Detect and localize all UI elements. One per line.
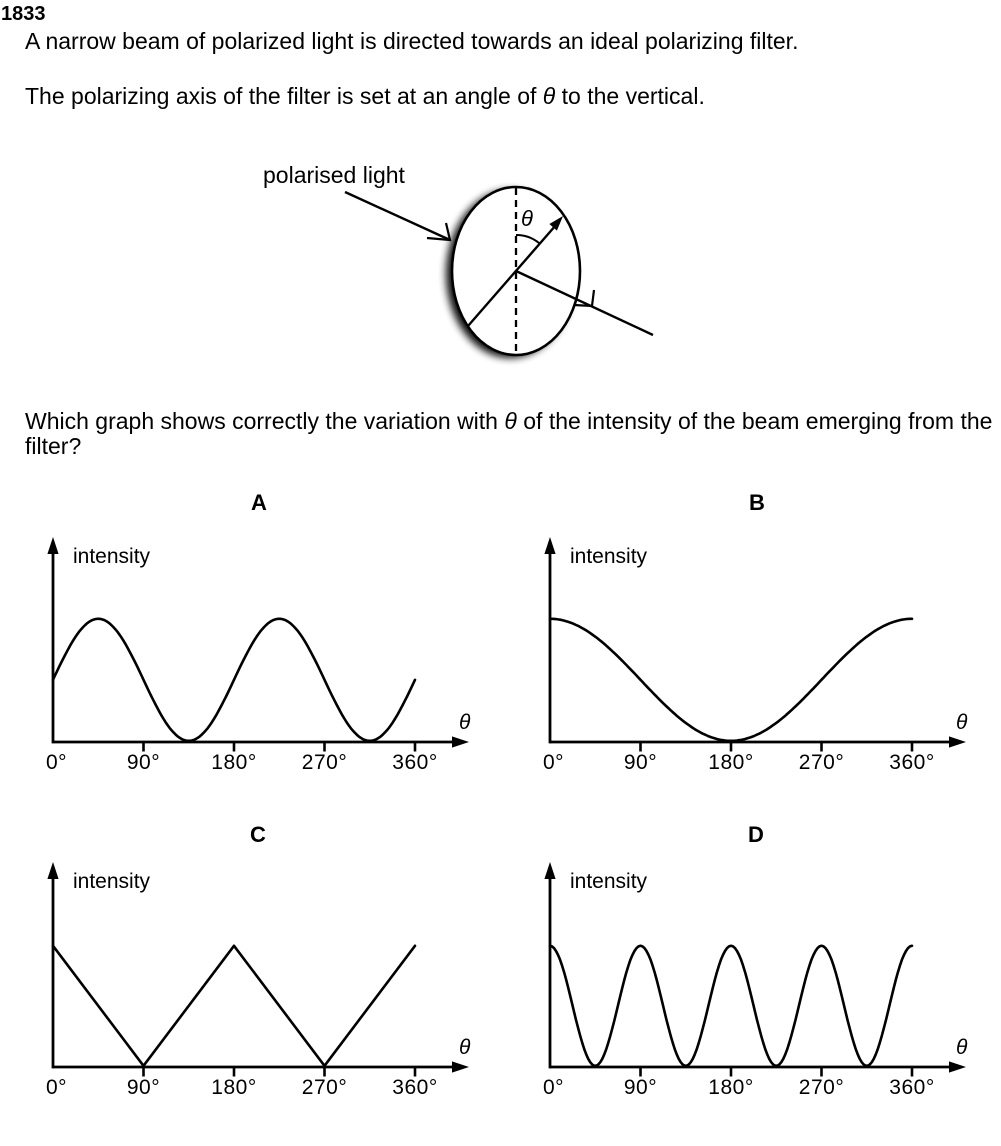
- x-tick-label: 0°: [542, 751, 565, 774]
- intro-text: A narrow beam of polarized light is directed towards an ideal polarizing filter.: [25, 28, 799, 54]
- x-tick-label: 180°: [211, 751, 257, 774]
- y-axis-arrowhead-icon: [544, 862, 555, 879]
- theta-angle-label: θ: [521, 206, 533, 231]
- theta-symbol-inline: θ: [542, 83, 556, 109]
- x-tick-label: 0°: [45, 1076, 68, 1099]
- x-tick-label: 270°: [301, 1076, 348, 1099]
- axis-angle-text-after: to the vertical.: [555, 83, 705, 109]
- axis-angle-paragraph: [25, 84, 705, 109]
- x-tick-label: 180°: [708, 1076, 754, 1099]
- graph-option-d: [497, 850, 997, 1120]
- graph-option-c: [0, 850, 500, 1120]
- question-paragraph: [25, 409, 992, 459]
- x-tick-label: 0°: [542, 1076, 565, 1099]
- option-label-d: D: [748, 822, 764, 847]
- x-axis-title: θ: [459, 711, 471, 734]
- x-tick-label: 180°: [708, 751, 754, 774]
- x-tick-label: 90°: [126, 751, 161, 774]
- incident-beam-line: [345, 192, 450, 240]
- y-axis-title: intensity: [73, 870, 151, 893]
- polarised-light-label: polarised light: [263, 162, 405, 188]
- intensity-curve: [53, 619, 415, 741]
- x-axis-arrowhead-icon: [949, 736, 966, 747]
- x-tick-label: 360°: [392, 1076, 438, 1099]
- axis-angle-text-before: The polarizing axis of the filter is set at an angle of: [25, 83, 543, 109]
- option-label-c: C: [250, 822, 266, 847]
- y-axis-arrowhead-icon: [47, 537, 58, 554]
- x-tick-label: 90°: [126, 1076, 161, 1099]
- option-label-b: B: [749, 490, 765, 515]
- x-tick-label: 90°: [623, 1076, 658, 1099]
- x-axis-arrowhead-icon: [452, 1061, 469, 1072]
- y-axis-arrowhead-icon: [544, 537, 555, 554]
- x-tick-label: 360°: [392, 751, 438, 774]
- polarizer-diagram: [230, 140, 700, 390]
- intensity-curve: [550, 619, 912, 741]
- question-number: 1833: [1, 3, 46, 25]
- y-axis-title: intensity: [570, 545, 648, 568]
- question-text-before: Which graph shows correctly the variation with: [25, 408, 505, 434]
- x-tick-label: 270°: [798, 751, 845, 774]
- intensity-curve: [53, 946, 415, 1066]
- graph-option-b: [497, 525, 997, 795]
- x-tick-label: 270°: [301, 751, 348, 774]
- graph-option-a: [0, 525, 500, 795]
- x-tick-label: 0°: [45, 751, 68, 774]
- question-line-1: [25, 409, 992, 434]
- x-axis-title: θ: [956, 1036, 968, 1059]
- question-line-2: filter?: [25, 433, 82, 459]
- theta-symbol-question: θ: [504, 408, 517, 434]
- y-axis-title: intensity: [73, 545, 151, 568]
- x-axis-arrowhead-icon: [452, 736, 469, 747]
- x-axis-title: θ: [956, 711, 968, 734]
- option-label-a: A: [251, 490, 267, 515]
- y-axis-title: intensity: [570, 870, 648, 893]
- intensity-curve: [550, 946, 912, 1066]
- x-axis-title: θ: [459, 1036, 471, 1059]
- x-tick-label: 360°: [889, 1076, 935, 1099]
- x-axis-arrowhead-icon: [949, 1061, 966, 1072]
- question-text-after: of the intensity of the beam emerging from the: [516, 408, 993, 434]
- x-tick-label: 360°: [889, 751, 935, 774]
- x-tick-label: 90°: [623, 751, 658, 774]
- x-tick-label: 180°: [211, 1076, 257, 1099]
- intro-paragraph: [25, 29, 798, 54]
- x-tick-label: 270°: [798, 1076, 845, 1099]
- y-axis-arrowhead-icon: [47, 862, 58, 879]
